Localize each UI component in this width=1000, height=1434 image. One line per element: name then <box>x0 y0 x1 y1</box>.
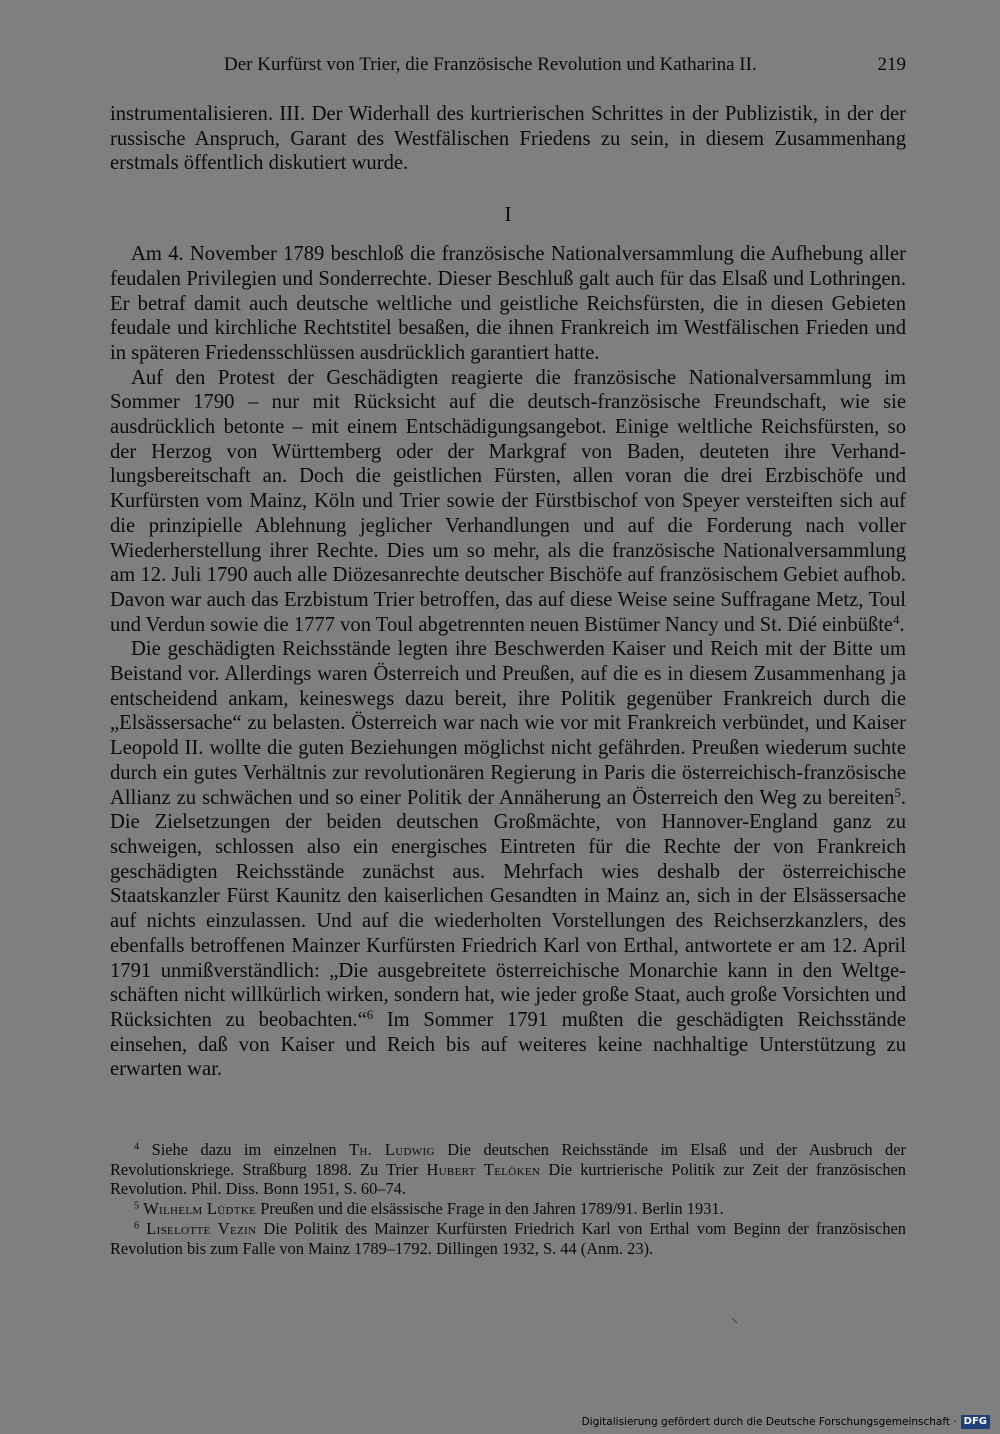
footnote-4 <box>110 1140 906 1199</box>
body-text <box>110 102 906 1082</box>
paragraph-2-end: . <box>899 613 905 636</box>
footnote-ref-5: 5 <box>894 785 901 800</box>
footnote-author: Liselotte Vezin <box>146 1218 257 1238</box>
paragraph-3-text-c: Im Sommer 1791 mußten die geschädigten Reichsstände einsehen, daß von Kaiser und Reich bis auf weiteres keine nachhaltige Unterstützung zu erwarten war. <box>110 1008 907 1081</box>
digitization-credit <box>582 1413 990 1431</box>
footnote-text: Die kurtrierische Politik zur Zeit der französischen Revolution. Phil. Diss. Bonn 1951, S. 60–74. <box>110 1159 906 1199</box>
footnote-text: Siehe dazu im einzelnen <box>139 1140 350 1159</box>
paragraph-3-text-b: . Die Zielsetzungen der beiden deutschen Großmächte, von Hannover-England ganz zu schweigen, schlossen also ein energisches Eintreten für die Rechte der von Frankreich geschädigten Reichsstände zunächst aus. Mehrfach wies deshalb der österreichische Staatskanzler Fürst Kaunitz den kaiserlichen Gesandten in Mainz an, sich in der Elsässersache auf nichts einzulassen. Und auf die wiederholten Vorstellungen des Reichserzkanzlers, des ebenfalls betroffenen Mainzer Kurfürsten Friedrich Karl von Erthal, antwortete er am 12. April 1791 unmißverständlich: „Die ausgebreitete österreichische Monarchie kann in den Weltgeschäften nicht willkürlich wirken, sondern hat, wie jeder große Staat, auch große Vorsichten und Rücksichten zu beobachten.“ <box>110 786 906 1031</box>
scan-speck-mark <box>732 1318 738 1324</box>
footnote-6 <box>110 1219 906 1258</box>
footnote-number: 5 <box>134 1200 140 1212</box>
section-heading: I <box>504 204 512 227</box>
footnote-5 <box>110 1199 906 1219</box>
footnote-author: Hubert Telöken <box>426 1159 541 1179</box>
paragraph-2 <box>110 366 906 638</box>
footnotes <box>110 1140 906 1258</box>
paragraph-1: Am 4. November 1789 beschloß die französische Nationalversammlung die Aufhebung aller feudalen Privilegien und Sonderrechte. Dieser Beschluß galt auch für das Elsaß und Lothringen. Er betraf damit auch deutsche weltliche und geistliche Reichsfürsten, die in diesen Gebieten feudale und kirchliche Rechtstitel besaßen, die ihnen Frankreich im Westfälischen Frieden und in späteren Friedensschlüssen ausdrücklich garantiert hatte. <box>110 243 906 364</box>
footnote-number: 4 <box>134 1141 140 1153</box>
paragraph-3-text-a: Die geschädigten Reichsstände legten ihre Beschwerden Kaiser und Reich mit der Bitte um Beistand vor. Allerdings waren Österreich und Preußen, auf die es in diesem Zusammenhang ja entscheidend ankam, keineswegs dazu bereit, ihre Politik gegenüber Frankreich durch die „Elsässersache“ zu belasten. Österreich war nach wie vor mit Frankreich verbündet, und Kaiser Leopold II. wollte die guten Beziehungen möglichst nicht gefährden. Preußen wiederum suchte durch ein gutes Verhältnis zur revolutionären Regierung in Paris die österreichisch-französische Allianz zu schwächen und so einer Politik der Annäherung an Österreich den Weg zu bereiten <box>110 638 906 809</box>
footnote-text: Preußen und die elsässische Frage in den Jahren 1789/91. Berlin 1931. <box>256 1199 724 1219</box>
running-title: Der Kurfürst von Trier, die Französische Revolution und Katharina II. <box>224 54 757 75</box>
credit-text: Digitalisierung gefördert durch die Deutsche Forschungsgemeinschaft · <box>581 1416 957 1428</box>
page-number: 219 <box>877 54 906 75</box>
paragraph-3 <box>110 637 906 1082</box>
footnote-text: Die Politik des Mainzer Kurfürsten Friedrich Karl von Erthal vom Beginn der französischen Revolution bis zum Falle von Mainz 1789–1792. Dillingen 1932, S. 44 (Anm. 23). <box>110 1218 906 1258</box>
running-head <box>110 50 906 80</box>
dfg-logo-icon: DFG <box>961 1415 990 1429</box>
footnote-ref-4: 4 <box>893 612 900 627</box>
paragraph-2-text: Auf den Protest der Geschädigten reagierte die französische Nationalversammlung im Sommer 1790 – nur mit Rücksicht auf die deutsch-französische Freundschaft, wie sie ausdrücklich betonte – mit einem Entschädigungsangebot. Einige weltliche Reichsfürsten, so der Herzog von Württemberg oder der Markgraf von Baden, deuteten ihre Verhandlungsbereitschaft an. Doch die geistlichen Fürsten, allen voran die drei Erzbischöfe und Kurfürsten vom Mainz, Köln und Trier sowie der Fürstbischof von Speyer versteiften sich auf die prinzipielle Ablehnung jeglicher Verhandlungen und auf die Forderung nach voller Wiederherstellung ihrer Rechte. Dies um so mehr, als die französische Nationalversammlung am 12. Juli 1790 auch alle Diözesanrechte deutscher Bischöfe auf französischem Gebiet aufhob. Davon war auch das Erzbistum Trier betroffen, das auf diese Weise seine Suffragane Metz, Toul und Verdun sowie die 1777 von Toul abgetrennten neuen Bistümer Nancy und St. Dié einbüßte <box>110 366 906 636</box>
footnote-text: Die deutschen Reichsstände im Elsaß und der Ausbruch der Revolutionskriege. Straßburg 1898. Zu Trier <box>110 1140 906 1179</box>
footnote-author: Wilhelm Lüdtke <box>143 1199 257 1219</box>
footnote-number: 6 <box>134 1220 140 1232</box>
intro-paragraph: instrumentalisieren. III. Der Widerhall des kurtrierischen Schrittes in der Publizistik, in der der russische Anspruch, Garant des Westfälischen Friedens zu sein, in diesem Zusammenhang erstmals öffentlich diskutiert wurde. <box>110 103 906 175</box>
footnote-author: Th. Ludwig <box>349 1140 435 1159</box>
footnote-ref-6: 6 <box>366 1007 374 1022</box>
